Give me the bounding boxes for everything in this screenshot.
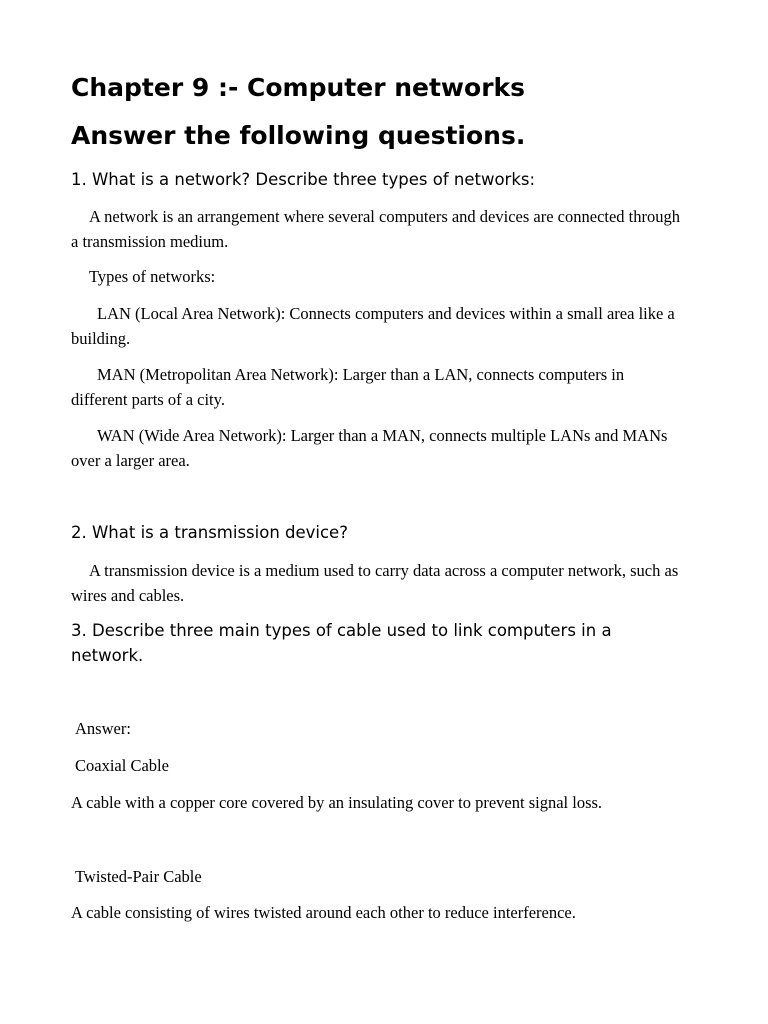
network-type-lan: LAN (Local Area Network): Connects computers and devices within a small area like a building. bbox=[71, 304, 675, 348]
transmission-device-answer: A transmission device is a medium used to carry data across a computer network, such as wires and cables. bbox=[71, 561, 679, 605]
question-2: 2. What is a transmission device? bbox=[71, 523, 348, 542]
cable-description-coaxial: A cable with a copper core covered by an insulating cover to prevent signal loss. bbox=[71, 793, 603, 812]
question-3: 3. Describe three main types of cable used to link computers in a network. bbox=[71, 621, 612, 665]
question-1: 1. What is a network? Describe three types of networks: bbox=[71, 170, 536, 189]
chapter-title: Chapter 9 :- Computer networks bbox=[71, 73, 526, 102]
network-type-man: MAN (Metropolitan Area Network): Larger than a LAN, connects computers in different parts of a city. bbox=[71, 365, 625, 409]
network-definition: A network is an arrangement where several computers and devices are connected through a transmission medium. bbox=[71, 207, 681, 251]
types-intro: Types of networks: bbox=[89, 267, 216, 286]
instructions-heading: Answer the following questions. bbox=[71, 121, 526, 150]
cable-description-twisted-pair: A cable consisting of wires twisted around each other to reduce interference. bbox=[71, 903, 576, 922]
answer-label: Answer: bbox=[75, 719, 131, 738]
cable-name-coaxial: Coaxial Cable bbox=[75, 756, 169, 775]
network-type-wan: WAN (Wide Area Network): Larger than a MAN, connects multiple LANs and MANs over a larger area. bbox=[71, 426, 668, 470]
cable-name-twisted-pair: Twisted-Pair Cable bbox=[75, 867, 202, 886]
